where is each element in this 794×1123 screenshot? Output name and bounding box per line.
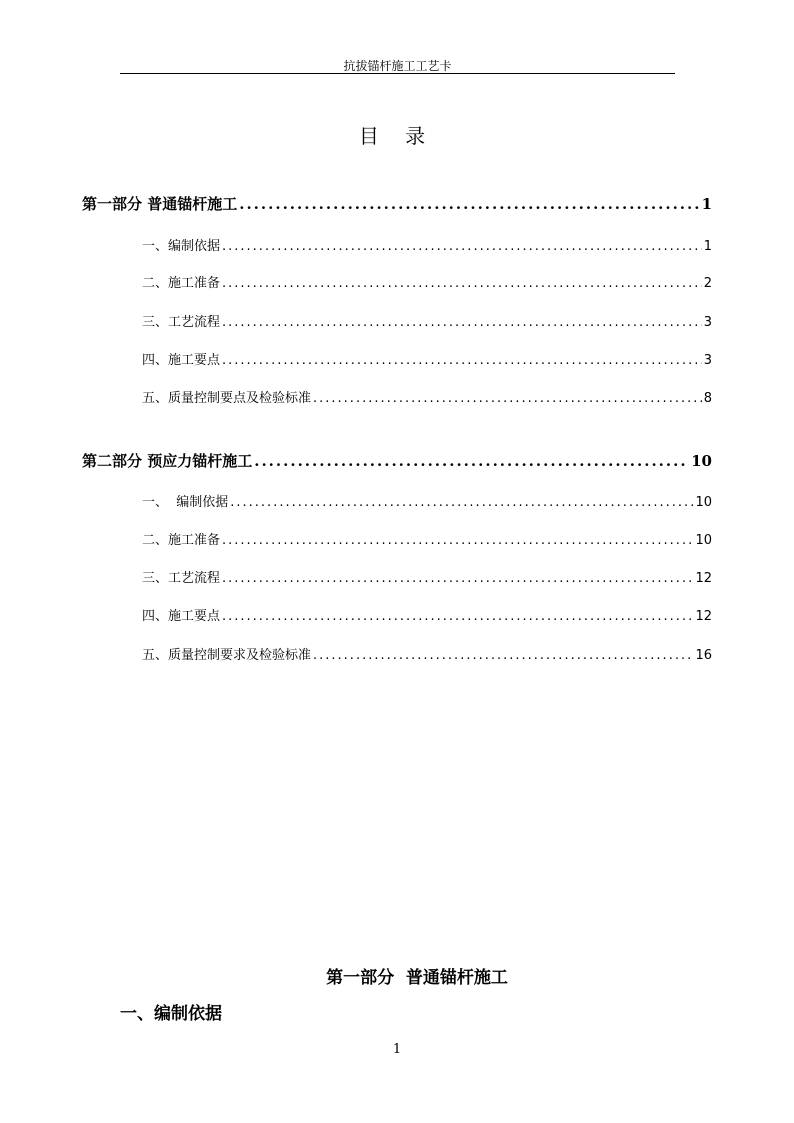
toc-entry-section[interactable]	[142, 605, 712, 624]
toc-entry-label: 五、质量控制要求及检验标准	[142, 648, 312, 663]
toc-entry-label: 二、施工准备	[142, 276, 221, 291]
toc-entry-page: 10	[695, 495, 712, 510]
page-number: 1	[392, 1042, 402, 1057]
toc-entry-section[interactable]	[142, 491, 712, 510]
toc-entry-page: 16	[695, 648, 712, 663]
header-rule	[120, 73, 675, 74]
toc-entry-label: 四、施工要点	[142, 353, 221, 368]
part-heading: 第一部分 普通锚杆施工	[326, 968, 508, 988]
toc-entry-label: 五、质量控制要点及检验标准	[142, 391, 312, 406]
toc-entry-section[interactable]	[142, 235, 712, 254]
toc-leader-dots	[222, 276, 702, 291]
toc-leader-dots	[222, 609, 693, 624]
toc-entry-section[interactable]	[142, 349, 712, 368]
toc-entry-page: 1	[701, 195, 712, 213]
toc-entry-label: 四、施工要点	[142, 609, 221, 624]
toc-entry-part-2[interactable]	[82, 450, 712, 471]
toc-leader-dots	[313, 648, 693, 663]
toc-entry-section[interactable]	[142, 272, 712, 291]
toc-entry-page: 1	[703, 239, 712, 254]
toc-entry-label: 三、工艺流程	[142, 315, 221, 330]
toc-entry-label: 三、工艺流程	[142, 571, 221, 586]
toc-entry-section[interactable]	[142, 387, 712, 406]
toc-entry-page: 12	[695, 609, 712, 624]
toc-entry-label: 一、编制依据	[142, 239, 221, 254]
toc-leader-dots	[313, 391, 702, 406]
toc-entry-section[interactable]	[142, 644, 712, 663]
section-heading: 一、编制依据	[120, 1004, 222, 1024]
toc-entry-section[interactable]	[142, 529, 712, 548]
toc-entry-part-1[interactable]	[82, 193, 712, 214]
toc-entry-label: 第一部分 普通锚杆施工	[82, 195, 238, 213]
toc-entry-section[interactable]	[142, 567, 712, 586]
toc-entry-page: 3	[703, 315, 712, 330]
toc-leader-dots	[239, 195, 699, 213]
toc-entry-label: 二、施工准备	[142, 533, 221, 548]
toc-entry-page: 8	[703, 391, 712, 406]
toc-leader-dots	[222, 533, 693, 548]
toc-entry-page: 12	[695, 571, 712, 586]
toc-title: 目 录	[358, 124, 436, 148]
running-header: 抗拔锚杆施工工艺卡	[343, 59, 452, 73]
toc-leader-dots	[222, 239, 702, 254]
toc-leader-dots	[222, 571, 693, 586]
toc-entry-label: 第二部分 预应力锚杆施工	[82, 452, 253, 470]
toc-entry-section[interactable]	[142, 311, 712, 330]
toc-leader-dots	[254, 452, 689, 470]
toc-entry-page: 10	[691, 452, 712, 470]
toc-entry-label: 一、 编制依据	[142, 495, 229, 510]
toc-leader-dots	[230, 495, 693, 510]
toc-leader-dots	[222, 315, 702, 330]
toc-entry-page: 3	[703, 353, 712, 368]
toc-entry-page: 10	[695, 533, 712, 548]
toc-leader-dots	[222, 353, 702, 368]
toc-entry-page: 2	[703, 276, 712, 291]
